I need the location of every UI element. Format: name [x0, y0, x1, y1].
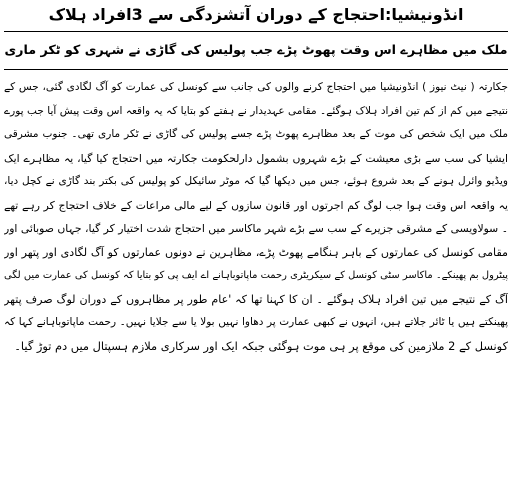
body-line: ایشیا کی سب سے بڑی معیشت کے بڑے شہروں بشمول دارلحکومت جکارتہ میں احتجاج کیا گیا، یہ مظاہرے ایک — [4, 151, 508, 165]
article-body — [4, 76, 508, 358]
body-line: آگ کے نتیجے میں تین افراد ہلاک ہوگئے ۔ ان کا کہنا تھا کہ 'عام طور پر مظاہروں کے دوران لوگ صرف پتھر — [4, 292, 508, 306]
headline-divider — [4, 31, 508, 32]
body-line: نتیجے میں کم از کم تین افراد ہلاک ہوگئے۔ مقامی عہدیدار نے ہفتے کو بتایا کہ یہ واقعہ اس وقت پیش آیا جب پورے — [4, 104, 508, 117]
article-headline: انڈونیشیا:احتجاج کے دوران آتشزدگی سے 3افراد ہلاک — [48, 5, 464, 24]
body-line: ملک میں ایک شخص کی موت کے بعد مظاہرے پھوٹ پڑے جسے پولیس کی گاڑی نے ٹکر ماری تھی۔ جنوب مشرقی — [4, 128, 508, 140]
body-line: جکارتہ ( نیٹ نیوز ) انڈونیشیا میں احتجاج کرنے والوں کی جانب سے کونسل کی عمارت کو آگ لگادی گئی، جس کے — [4, 81, 508, 93]
body-line: ۔ سولاویسی کے مشرقی جزیرے کے سب سے بڑے شہر ماکاسر میں احتجاج شدت اختیار کر گیا، جہاں صوبائی اور — [4, 222, 508, 235]
body-line: پیٹرول بم پھینکے۔ ماکاسر سٹی کونسل کے سیکریٹری رحمت ماپاتوباہانے اے ایف پی کو بتایا کہ کونسل کی عمارت میں لگی — [4, 270, 508, 281]
body-line: پھینکتے ہیں یا ٹائر جلاتے ہیں، انہوں نے کبھی عمارت پر دھاوا نہیں بولا یا سے جلایا نہیں۔ رحمت ماپاتوباہانے کہا کہ — [4, 316, 508, 328]
article-subheadline: ملک میں مظاہرے اس وقت پھوٹ پڑے جب پولیس کی گاڑی نے شہری کو ٹکر ماری — [4, 42, 508, 57]
body-line: یہ واقعہ اس وقت ہوا جب لوگ کم اجرتوں اور قانون سازوں کے لیے مالی مراعات کے خلاف احتجاج کر رہے تھے — [4, 198, 508, 212]
body-line: کونسل کے 2 ملازمین کی موقع پر ہی موت ہوگئی جبکہ ایک اور سرکاری ملازم ہسپتال میں دم توڑ گیا۔ — [14, 338, 508, 353]
subheadline-divider — [4, 69, 508, 70]
body-line: ویڈیو وائرل ہونے کے بعد شروع ہوئے، جس میں دیکھا گیا کہ موٹر سائیکل کو پولیس کی بکتر بند گاڑی نے کچل دیا، — [4, 175, 508, 187]
news-article — [4, 2, 508, 501]
body-line: مقامی کونسل کی عمارتوں کے باہر ہنگامے پھوٹ پڑے، مظاہرین نے دونوں عمارتوں کو آگ لگادی اور پتھر اور — [4, 245, 508, 259]
